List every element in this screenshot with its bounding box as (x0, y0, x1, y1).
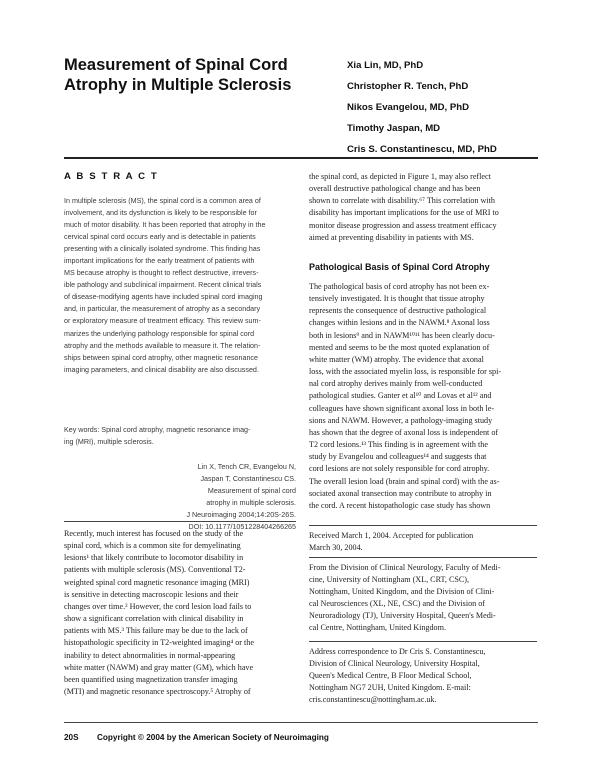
abstract-heading: A B S T R A C T (64, 171, 159, 182)
body-line: white matter (WM) atrophy. The evidence that axonal (309, 354, 484, 364)
affiliation-line: cal Centre, Nottingham, United Kingdom. (309, 623, 446, 633)
body-line: disability has important implications for the use of MRI to (309, 208, 499, 218)
body-line: The overall lesion load (brain and spinal cord) with the as- (309, 476, 500, 486)
article-title (64, 55, 294, 95)
body-line: mented and seems to be the most quoted explanation of (309, 342, 490, 352)
body-line: sions and NAWM. However, a pathology-imaging study (309, 415, 493, 425)
abstract-line: MS because atrophy is thought to reflect destructive, irrevers- (64, 269, 259, 278)
received-note (309, 530, 537, 554)
abstract-line: and, in particular, the measurement of atrophy as a secondary (64, 305, 261, 314)
header-divider (64, 157, 538, 159)
body-line: both in lesions⁹ and in NAWM¹⁰¹¹ has been clearly docu- (309, 330, 495, 340)
affiliation-line: cal Neurosciences (XL, NE, CSC) and the Division of (309, 599, 486, 609)
abstract-line: marizes the underlying pathology responsible for spinal cord (64, 329, 255, 338)
body-line: the spinal cord, as depicted in Figure 1, may also reflect (309, 172, 491, 181)
keywords-line: Key words: Spinal cord atrophy, magnetic resonance imag- (64, 426, 251, 434)
keywords-line: ing (MRI), multiple sclerosis. (64, 438, 154, 447)
correspondence-note (309, 646, 537, 706)
citation-line: Lin X, Tench CR, Evangelou N, (197, 463, 296, 471)
body-line: been quantified using magnetization transfer imaging (64, 674, 238, 684)
page-footer (64, 733, 329, 742)
body-line: has shown that the degree of axonal loss is independent of (309, 427, 499, 437)
author-name: Timothy Jaspan, MD (347, 123, 441, 134)
footnote-divider (309, 525, 537, 526)
body-line: histopathologic specificity in T2-weighted imaging⁴ or the (64, 638, 254, 648)
body-line: monitor disease progression and assess treatment efficacy (309, 220, 497, 230)
affiliation-line: cine, University of Nottingham (XL, CRT, CSC), (309, 575, 470, 585)
abstract-line: cervical spinal cord occurs early and is detectable in patients (64, 233, 256, 242)
body-line: changes over time.² However, the cord lesion load fails to (64, 601, 252, 611)
body-line: shown to correlate with disability.⁶⁷ This correlation with (309, 196, 495, 206)
abstract-line: ships between spinal cord atrophy, other magnetic resonance (64, 353, 258, 362)
body-line: (MTI) and magnetic resonance spectroscopy.⁵ Atrophy of (64, 687, 251, 697)
body-line: aimed at preventing disability in patients with MS. (309, 232, 474, 242)
abstract-line: presenting with a clinically isolated syndrome. This finding has (64, 245, 261, 254)
body-line: T2 cord lesions.¹³ This finding is in agreement with the (309, 440, 488, 450)
author-name: Nikos Evangelou, MD, PhD (347, 102, 470, 113)
body-line: tensively investigated. It is thought that tissue atrophy (309, 294, 485, 304)
body-line: The pathological basis of cord atrophy has not been ex- (309, 282, 490, 291)
body-line: is sensitive in detecting macroscopic lesions and their (64, 589, 239, 599)
footnote-divider (309, 557, 537, 558)
abstract-line: involvement, and its dysfunction is likely to be responsible for (64, 209, 257, 218)
body-line: nal cord atrophy derives mainly from well-conducted (309, 379, 483, 389)
body-line: show a significant correlation with clinical disability in (64, 614, 244, 624)
footnote-divider (309, 641, 537, 642)
author-name: Xia Lin, MD, PhD (347, 60, 424, 71)
affiliation-line: From the Division of Clinical Neurology, Faculty of Medi- (309, 563, 501, 572)
abstract-line: of disease-modifying agents have included spinal cord imaging (64, 293, 263, 302)
affiliation-line: Neuroradiology (TJ), University Hospital, Queen's Medi- (309, 611, 496, 621)
body-line: inability to detect abnormalities in normal-appearing (64, 650, 236, 660)
body-line: study by Evangelou and colleagues¹⁴ and suggests that (309, 452, 487, 462)
body-line: sociated axonal transection may contribute to atrophy in (309, 488, 492, 498)
citation-block (64, 461, 296, 533)
address-line: Address correspondence to Dr Cris S. Constantinescu, (309, 647, 486, 656)
citation-line: atrophy in multiple sclerosis. (206, 499, 296, 508)
address-line: Nottingham NG7 2UH, United Kingdom. E-mail: (309, 683, 471, 693)
abstract-end-divider (64, 521, 296, 522)
address-line: Division of Clinical Neurology, University Hospital, (309, 659, 480, 669)
abstract-line: important implications for the early treatment of patients with (64, 257, 255, 266)
abstract-line: ible pathology and subclinical impairment. Recent clinical trials (64, 281, 262, 290)
intro-text (64, 528, 296, 698)
section-text (309, 281, 537, 512)
page-number: 20S (64, 733, 79, 742)
received-line: Received March 1, 2004. Accepted for publication (309, 531, 474, 540)
title-line: Measurement of Spinal Cord (64, 56, 288, 74)
title-line: Atrophy in Multiple Sclerosis (64, 76, 292, 94)
abstract-text (64, 195, 296, 376)
footer-divider (64, 722, 538, 723)
address-line: Queen's Medical Centre, B Floor Medical School, (309, 671, 472, 681)
author-name: Christopher R. Tench, PhD (347, 81, 469, 92)
keywords (64, 424, 296, 448)
abstract-line: imaging parameters, and clinical disability are also discussed. (64, 365, 259, 374)
abstract-line: or exploratory measure of treatment efficacy. This review sum- (64, 317, 261, 326)
citation-line: J Neuroimaging 2004;14:20S-26S. (186, 511, 296, 520)
section-heading: Pathological Basis of Spinal Cord Atrophy (309, 262, 490, 272)
body-line: white matter (NAWM) and gray matter (GM), which have (64, 662, 254, 672)
citation-line: Jaspan T, Constantinescu CS. (200, 475, 296, 484)
body-line: weighted spinal cord magnetic resonance imaging (MRI) (64, 577, 250, 587)
body-line: pathological studies. Ganter et al¹⁰ and Lovas et al¹² and (309, 391, 492, 401)
body-line: patients with multiple sclerosis (MS). Conventional T2- (64, 565, 246, 575)
body-line: changes within lesions and in the NAWM.⁸ Axonal loss (309, 318, 490, 328)
body-line: patients with MS.³ This failure may be due to the lack of (64, 626, 248, 636)
intro-continued-text (309, 171, 537, 244)
affiliation-line: Nottingham, United Kingdom, and the Division of Clini- (309, 587, 495, 597)
body-line: lesions¹ that likely contribute to locomotor disability in (64, 553, 244, 563)
author-name: Cris S. Constantinescu, MD, PhD (347, 144, 497, 155)
body-line: overall destructive pathological change and has been (309, 184, 481, 194)
received-line: March 30, 2004. (309, 543, 363, 553)
body-line: loss, with the associated myelin loss, is responsible for spi- (309, 367, 502, 377)
copyright-notice: Copyright © 2004 by the American Society of Neuroimaging (97, 733, 329, 742)
abstract-line: atrophy and the methods available to measure it. The relation- (64, 341, 261, 350)
citation-line: Measurement of spinal cord (207, 487, 296, 496)
citation-line: DOI: 10.1177/1051228404266265 (188, 523, 296, 532)
body-line: cord lesions are not solely responsible for cord atrophy. (309, 464, 490, 474)
affiliation-note (309, 562, 537, 635)
body-line: colleagues have shown significant axonal loss in both le- (309, 403, 495, 413)
body-line: Recently, much interest has focused on the study of the (64, 529, 244, 538)
author-list (347, 60, 577, 165)
body-line: spinal cord, which is a common site for demyelinating (64, 541, 241, 551)
email-link[interactable]: cris.constantinescu@nottingham.ac.uk. (309, 695, 437, 705)
body-line: represents the consequence of destructive pathological (309, 306, 487, 316)
abstract-line: In multiple sclerosis (MS), the spinal cord is a common area of (64, 197, 261, 205)
abstract-line: much of motor disability. It has been reported that atrophy in the (64, 221, 266, 230)
body-line: the cord. A recent histopathologic case study has shown (309, 500, 491, 510)
